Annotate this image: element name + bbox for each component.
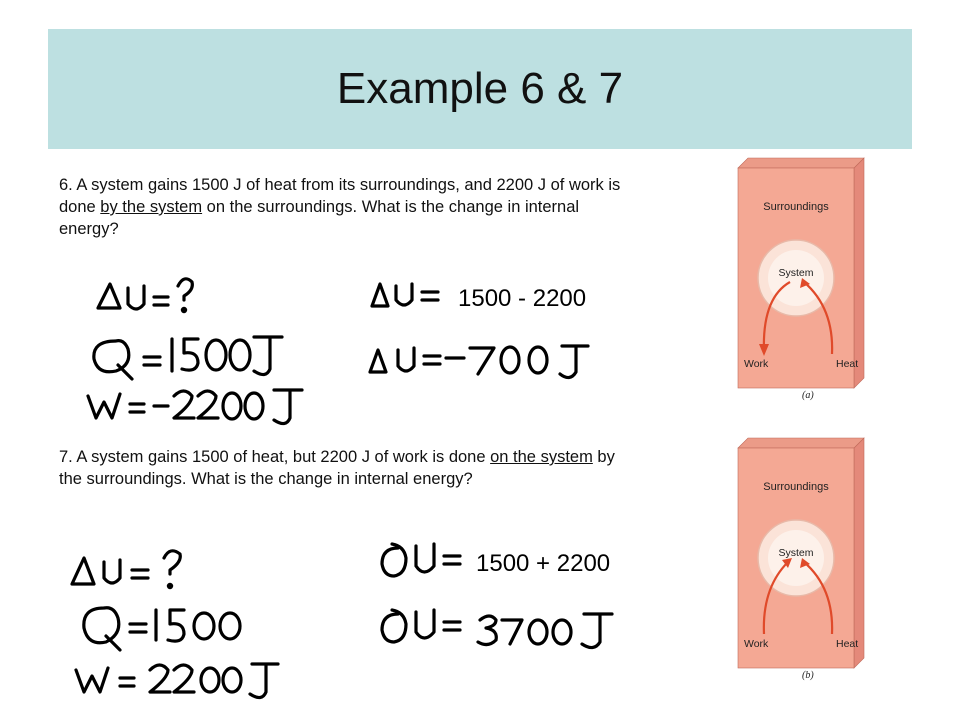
heat-label-b: Heat [836, 638, 859, 650]
box-top-a [738, 158, 864, 168]
problem-6-text-part2: on the surroundings. What is the change in internal energy? [59, 198, 580, 238]
work-label-a: Work [744, 358, 769, 370]
p7-hw-q-1500 [76, 596, 276, 656]
p6-hw-delta-u-equals [366, 276, 446, 312]
title-bar [48, 29, 912, 149]
surroundings-label-a: Surroundings [763, 201, 829, 213]
system-label-b: System [778, 547, 814, 559]
work-label-b: Work [744, 638, 769, 650]
surroundings-label-b: Surroundings [763, 481, 829, 493]
problem-7-underlined: on the system [490, 448, 593, 466]
box-side-a [854, 158, 864, 388]
slide-title: Example 6 & 7 [336, 64, 624, 113]
heat-label-a: Heat [836, 358, 859, 370]
p7-hw-delta-u-equals [376, 538, 466, 582]
p7-hw-delta-u-3700j [376, 604, 636, 654]
problem-6-text [59, 174, 639, 240]
p7-typed-expression: 1500 + 2200 [476, 550, 611, 577]
problem-6-text-part1: 6. A system gains 1500 J of heat from its surroundings, and 2200 J of work is done [59, 176, 621, 216]
system-figure-b [734, 438, 864, 681]
system-figure-a [734, 158, 864, 401]
p6-hw-w-minus-2200j [82, 380, 322, 430]
p7-hw-delta-u-unknown [66, 544, 196, 594]
p6-hw-q-1500j [86, 325, 286, 385]
problem-7-text-part2: by the surroundings. What is the change in internal energy? [59, 448, 615, 488]
figure-caption-b: (b) [802, 670, 814, 681]
figure-caption-a: (a) [802, 390, 814, 401]
p6-hw-delta-u-unknown [92, 270, 202, 320]
box-top-b [738, 438, 864, 448]
p6-hw-delta-u-minus-700j [364, 336, 624, 386]
problem-7-text [59, 446, 639, 490]
system-label-a: System [778, 267, 814, 279]
p7-hw-w-2200j [70, 656, 290, 706]
p6-typed-expression: 1500 - 2200 [458, 285, 587, 312]
box-side-b [854, 438, 864, 668]
problem-7-text-part1: 7. A system gains 1500 of heat, but 2200 J of work is done [59, 448, 491, 466]
problem-6-underlined: by the system [100, 198, 203, 216]
